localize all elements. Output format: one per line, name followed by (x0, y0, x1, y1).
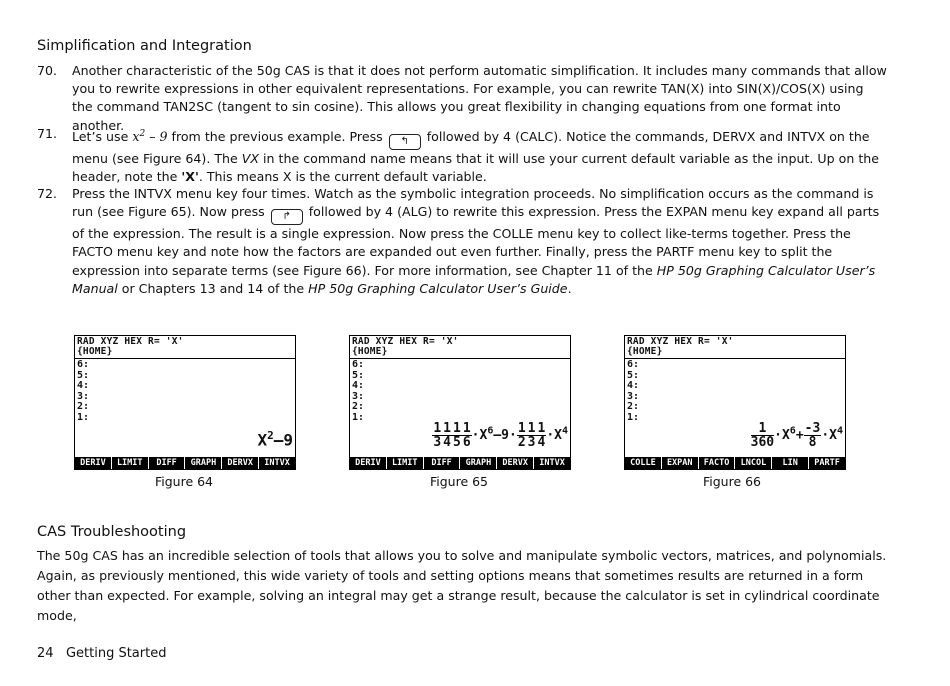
right-shift-key-icon: ↱ (271, 209, 303, 225)
softkey-intvx[interactable]: INTVX (258, 457, 295, 469)
softkey-menu (75, 457, 295, 469)
softkey-dervx[interactable]: DERVX (496, 457, 533, 469)
item-text: Let’s use $x^2 - 9$ from the previous example. Press ↰ followed by 4 (CALC). Notice the commands, DERVX and INTVX on the menu (see Figure 64). The VX in the command name means that it will use your current default variable as the input. Up on the header, note the 'X'. This means X is the current default variable. (72, 129, 879, 185)
figure-caption: Figure 66 (702, 474, 762, 489)
softkey-intvx[interactable]: INTVX (533, 457, 570, 469)
stack-levels: 6: 5: 4: 3: 2: 1: (77, 359, 90, 423)
page-footer (37, 646, 166, 661)
item-number: 72. (37, 186, 58, 201)
footer-section: Getting Started (65, 646, 167, 661)
softkey-graph[interactable]: GRAPH (184, 457, 221, 469)
figure-caption: Figure 64 (154, 474, 214, 489)
list-item-72 (37, 185, 887, 298)
paragraph-cas-troubleshooting: The 50g CAS has an incredible selection of tools that allows you to solve and manipulate symbolic vectors, matrices, and polynomials. Again, as previously mentioned, this wide variety of tools and setting options means that sometimes results are returned in a form other than expected. For example, solving an integral may get a strange result, because the calculator is set in cylindrical coordinate mode, (37, 548, 887, 623)
softkey-deriv[interactable]: DERIV (355, 458, 381, 468)
softkey-menu (350, 457, 570, 469)
softkey-colle[interactable]: COLLE (630, 458, 656, 468)
stack-result: $\frac{1}{3}$ $\frac{1}{4}$ $\frac{1}{5}$ $\frac{1}{6}$ $\cdot X^6-9\cdot$ $\frac{1}{2}$ $\frac{1}{3}$ $\frac{1}{4}$ $\cdot X^4$ (433, 421, 568, 450)
softkey-facto[interactable]: FACTO (698, 457, 735, 469)
screen-header: RAD XYZ HEX R= 'X' {HOME} (77, 336, 184, 357)
softkey-limit[interactable]: LIMIT (386, 457, 423, 469)
page-number: 24 (37, 646, 54, 661)
list-item-71 (37, 125, 887, 187)
screen-header: RAD XYZ HEX R= 'X' {HOME} (627, 336, 734, 357)
figure-caption: Figure 65 (429, 474, 489, 489)
calculator-screen-figure-66 (624, 335, 846, 470)
item-text: Another characteristic of the 50g CAS is that it does not perform automatic simplification. It includes many commands that allow you to rewrite expressions in other equivalent representations. For example, you can rewrite TAN(X) into SIN(X)/COS(X) using the command TAN2SC (tangent to sin cosine). This allows you great flexibility in changing equations from one format into another. (72, 63, 887, 133)
softkey-menu (625, 457, 845, 469)
screen-header: RAD XYZ HEX R= 'X' {HOME} (352, 336, 459, 357)
section-heading-simplification: Simplification and Integration (37, 38, 252, 54)
softkey-limit[interactable]: LIMIT (111, 457, 148, 469)
item-number: 71. (37, 126, 58, 141)
softkey-graph[interactable]: GRAPH (459, 457, 496, 469)
softkey-lin[interactable]: LIN (771, 457, 808, 469)
softkey-diff[interactable]: DIFF (148, 457, 185, 469)
calculator-screen-figure-65 (349, 335, 571, 470)
list-item-70 (37, 62, 887, 135)
softkey-deriv[interactable]: DERIV (80, 458, 106, 468)
stack-levels: 6: 5: 4: 3: 2: 1: (627, 359, 640, 423)
softkey-expan[interactable]: EXPAN (661, 457, 698, 469)
item-text: Press the INTVX menu key four times. Watch as the symbolic integration proceeds. No simplification occurs as the command is run (see Figure 65). Now press ↱ followed by 4 (ALG) to rewrite this expression. Press the EXPAN menu key expand all parts of the expression. The result is a single expression. Now press the COLLE menu key to collect like-terms together. Press the FACTO menu key and note how the factors are expanded out even further. Finally, press the PARTF menu key to split the expression into separate terms (see Figure 66). For more information, see Chapter 11 of the HP 50g Graphing Calculator User’s Manual or Chapters 13 and 14 of the HP 50g Graphing Calculator User’s Guide. (72, 186, 880, 296)
stack-result: $X^2-9$ (257, 429, 293, 450)
softkey-partf[interactable]: PARTF (808, 457, 845, 469)
stack-result: $\frac{1}{360}$ $\cdot X^6+$ $\frac{-3}{8}$ $\cdot X^4$ (750, 421, 843, 450)
item-number: 70. (37, 63, 58, 78)
section-heading-cas-troubleshooting: CAS Troubleshooting (37, 524, 187, 540)
left-shift-key-icon: ↰ (389, 134, 421, 150)
softkey-lncol[interactable]: LNCOL (734, 457, 771, 469)
softkey-dervx[interactable]: DERVX (221, 457, 258, 469)
softkey-diff[interactable]: DIFF (423, 457, 460, 469)
stack-levels: 6: 5: 4: 3: 2: 1: (352, 359, 365, 423)
calculator-screen-figure-64 (74, 335, 296, 470)
math-expression: $x^2 - 9$ (132, 129, 168, 145)
